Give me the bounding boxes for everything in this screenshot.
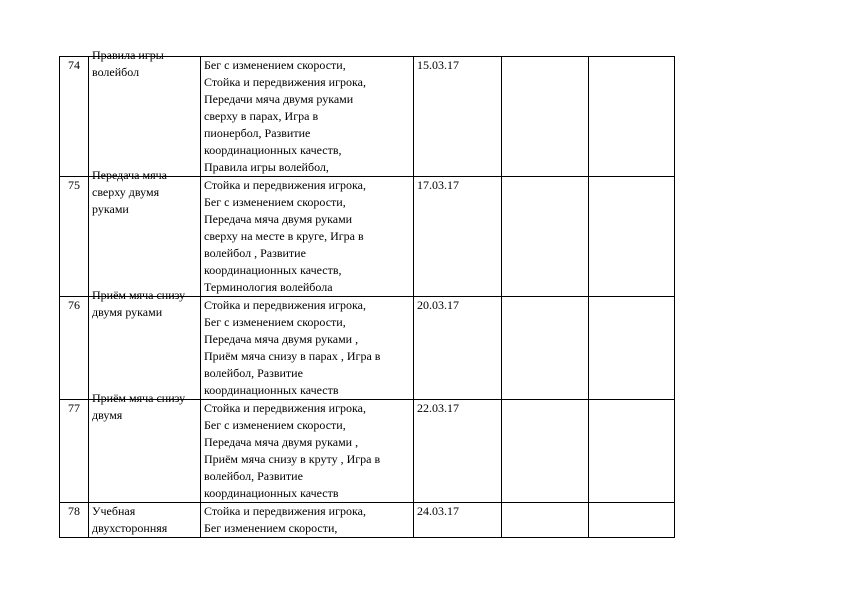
lesson-content-line: Приём мяча снизу в парах , Игра в [204,349,381,363]
lesson-content-line: координационных качеств [204,383,339,397]
table-row [60,297,675,400]
lesson-topic-text: Учебная двухсторонняя [92,504,168,535]
lesson-topic-cell [89,391,201,503]
lesson-plan-body [60,48,675,538]
lesson-content-line: Передача мяча двумя руками [204,212,353,226]
lesson-content-line: сверху в парах, Игра в [204,109,319,123]
lesson-content-line: волейбол, Развитие [204,366,303,380]
empty-cell-5 [502,177,589,297]
lesson-date-cell: 24.03.17 [414,503,502,538]
empty-cell-6 [589,400,675,503]
lesson-content-line: Стойка и передвижения игрока, [204,401,366,415]
lesson-topic-text: Правила игры волейбол [92,48,164,79]
lesson-content-line: Стойка и передвижения игрока, [204,504,366,518]
lesson-number-cell: 78 [60,503,89,538]
lesson-content-line: Стойка и передвижения игрока, [204,178,366,192]
empty-cell-6 [589,177,675,297]
lesson-topic-cell [89,288,201,400]
lesson-content-line: Стойка и передвижения игрока, [204,75,366,89]
table-row [60,503,675,538]
lesson-topic-cell [89,503,201,538]
lesson-date-cell: 17.03.17 [414,177,502,297]
empty-cell-6 [589,503,675,538]
lesson-content-line: Правила игры волейбол, [204,160,329,174]
lesson-content-cell [201,297,414,400]
lesson-content-line: волейбол, Развитие [204,469,303,483]
lesson-content-cell [201,400,414,503]
lesson-content-line: Бег с изменением скорости, [204,418,346,432]
empty-cell-5 [502,297,589,400]
lesson-plan-table [59,48,675,538]
lesson-number-cell: 74 [60,57,89,177]
empty-cell-5 [502,503,589,538]
lesson-number-cell: 77 [60,400,89,503]
empty-cell-5 [502,57,589,177]
lesson-content-line: Приём мяча снизу в круту , Игра в [204,452,381,466]
lesson-content-line: пионербол, Развитие [204,126,311,140]
lesson-topic-cell [89,48,201,177]
lesson-date-cell: 22.03.17 [414,400,502,503]
table-row [60,400,675,503]
lesson-content-line: Терминология волейбола [204,280,333,294]
lesson-content-line: Передачи мяча двумя руками [204,92,354,106]
lesson-content-line: координационных качеств, [204,143,342,157]
lesson-content-line: Бег с изменением скорости, [204,58,346,72]
table-row [60,57,675,177]
lesson-content-line: координационных качеств [204,486,339,500]
table-row [60,177,675,297]
lesson-content-line: сверху на месте в круге, Игра в [204,229,364,243]
lesson-number-cell: 76 [60,297,89,400]
lesson-content-line: Стойка и передвижения игрока, [204,298,366,312]
lesson-topic-text: Приём мяча снизу двумя руками [92,288,186,319]
lesson-content-line: Бег с изменением скорости, [204,315,346,329]
lesson-content-line: Бег изменением скорости, [204,521,338,535]
lesson-content-cell [201,177,414,297]
lesson-content-line: координационных качеств, [204,263,342,277]
lesson-content-line: Передача мяча двумя руками , [204,332,359,346]
empty-cell-6 [589,57,675,177]
lesson-content-line: волейбол , Развитие [204,246,306,260]
lesson-topic-cell [89,168,201,297]
lesson-number-cell: 75 [60,177,89,297]
lesson-content-cell [201,503,414,538]
lesson-topic-text: Передача мяча сверху двумя руками [92,168,167,216]
lesson-content-line: Передача мяча двумя руками , [204,435,359,449]
lesson-date-cell: 15.03.17 [414,57,502,177]
lesson-topic-text: Приём мяча снизу двумя [92,391,186,422]
lesson-content-cell [201,57,414,177]
lesson-content-line: Бег с изменением скорости, [204,195,346,209]
lesson-date-cell: 20.03.17 [414,297,502,400]
empty-cell-6 [589,297,675,400]
empty-cell-5 [502,400,589,503]
